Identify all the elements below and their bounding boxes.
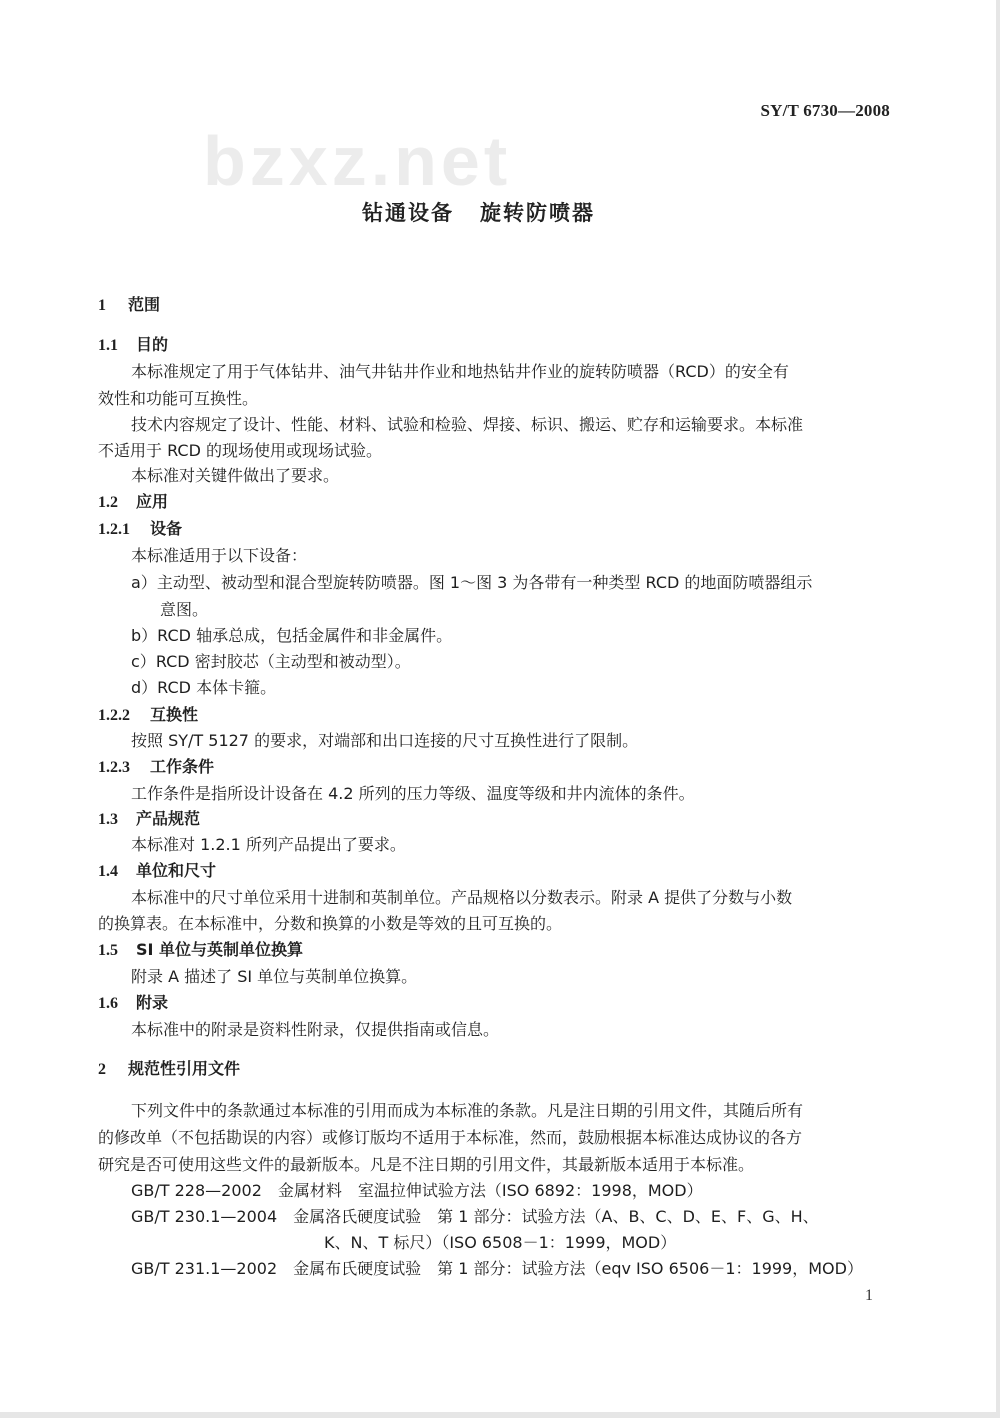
paragraph-line: 研究是否可使用这些文件的最新版本。凡是不注日期的引用文件，其最新版本适用于本标准。: [98, 1155, 755, 1174]
section-heading-1: 1 范围: [98, 295, 161, 314]
watermark: bzxz.net: [203, 128, 512, 194]
list-item: c）RCD 密封胶芯（主动型和被动型）。: [131, 652, 411, 671]
list-item: d）RCD 本体卡箍。: [131, 678, 277, 697]
section-heading-1-2-1: 1.2.1 设备: [98, 519, 183, 538]
section-heading-1-2-3: 1.2.3 工作条件: [98, 757, 215, 776]
list-item-label: c）: [131, 652, 156, 671]
reference-item: GB/T 231.1—2002 金属布氏硬度试验 第 1 部分：试验方法（eqv ISO 6506－1：1999，MOD）: [131, 1259, 863, 1278]
list-item-continuation: 意图。: [160, 600, 209, 619]
paragraph-line: 本标准中的尺寸单位采用十进制和英制单位。产品规格以分数表示。附录 A 提供了分数与小数: [131, 888, 793, 907]
list-item-label: d）: [131, 678, 158, 697]
paragraph-line: 技术内容规定了设计、性能、材料、试验和检验、焊接、标识、搬运、贮存和运输要求。本标准: [131, 415, 804, 434]
section-heading-1-1: 1.1 目的: [98, 335, 169, 354]
paragraph-line: 的修改单（不包括勘误的内容）或修订版均不适用于本标准，然而，鼓励根据本标准达成协议的各方: [98, 1128, 803, 1147]
paragraph-line: 按照 SY/T 5127 的要求，对端部和出口连接的尺寸互换性进行了限制。: [131, 731, 639, 750]
title-part-2: 旋转防喷器: [480, 201, 595, 225]
section-heading-1-6: 1.6 附录: [98, 993, 169, 1012]
paragraph-line: 不适用于 RCD 的现场使用或现场试验。: [98, 441, 382, 460]
section-heading-1-2: 1.2 应用: [98, 492, 169, 511]
title-part-1: 钻通设备: [362, 201, 454, 225]
paragraph-line: 本标准对 1.2.1 所列产品提出了要求。: [131, 835, 406, 854]
list-item-label: a）: [131, 573, 157, 592]
reference-item: GB/T 228—2002 金属材料 室温拉伸试验方法（ISO 6892：1998，MOD）: [131, 1181, 703, 1200]
section-heading-1-3: 1.3 产品规范: [98, 809, 201, 828]
list-item: a）主动型、被动型和混合型旋转防喷器。图 1～图 3 为各带有一种类型 RCD 的地面防喷器组示: [131, 573, 813, 592]
section-heading-1-4: 1.4 单位和尺寸: [98, 861, 217, 880]
list-item: b）RCD 轴承总成，包括金属件和非金属件。: [131, 626, 453, 645]
page-number: 1: [865, 1287, 873, 1304]
section-heading-2: 2 规范性引用文件: [98, 1059, 241, 1078]
section-heading-1-5: 1.5 SI 单位与英制单位换算: [98, 940, 304, 959]
paragraph-line: 本标准规定了用于气体钻井、油气井钻井作业和地热钻井作业的旋转防喷器（RCD）的安全有: [131, 362, 789, 381]
reference-item: GB/T 230.1—2004 金属洛氏硬度试验 第 1 部分：试验方法（A、B、C、D、E、F、G、H、: [131, 1207, 819, 1226]
paragraph-line: 下列文件中的条款通过本标准的引用而成为本标准的条款。凡是注日期的引用文件，其随后所有: [131, 1101, 804, 1120]
list-item-label: b）: [131, 626, 158, 645]
paragraph-line: 附录 A 描述了 SI 单位与英制单位换算。: [131, 967, 418, 986]
paragraph-line: 工作条件是指所设计设备在 4.2 所列的压力等级、温度等级和井内流体的条件。: [131, 784, 695, 803]
reference-item-continuation: K、N、T 标尺）（ISO 6508－1：1999，MOD）: [324, 1233, 677, 1252]
paragraph-line: 本标准适用于以下设备：: [131, 546, 308, 565]
paragraph-line: 效性和功能可互换性。: [98, 389, 259, 408]
paragraph-line: 的换算表。在本标准中，分数和换算的小数是等效的且可互换的。: [98, 914, 563, 933]
paragraph-line: 本标准中的附录是资料性附录，仅提供指南或信息。: [131, 1020, 500, 1039]
paragraph-line: 本标准对关键件做出了要求。: [131, 466, 340, 485]
standard-code: SY/T 6730—2008: [760, 101, 890, 120]
section-heading-1-2-2: 1.2.2 互换性: [98, 705, 199, 724]
document-title: [362, 200, 595, 226]
